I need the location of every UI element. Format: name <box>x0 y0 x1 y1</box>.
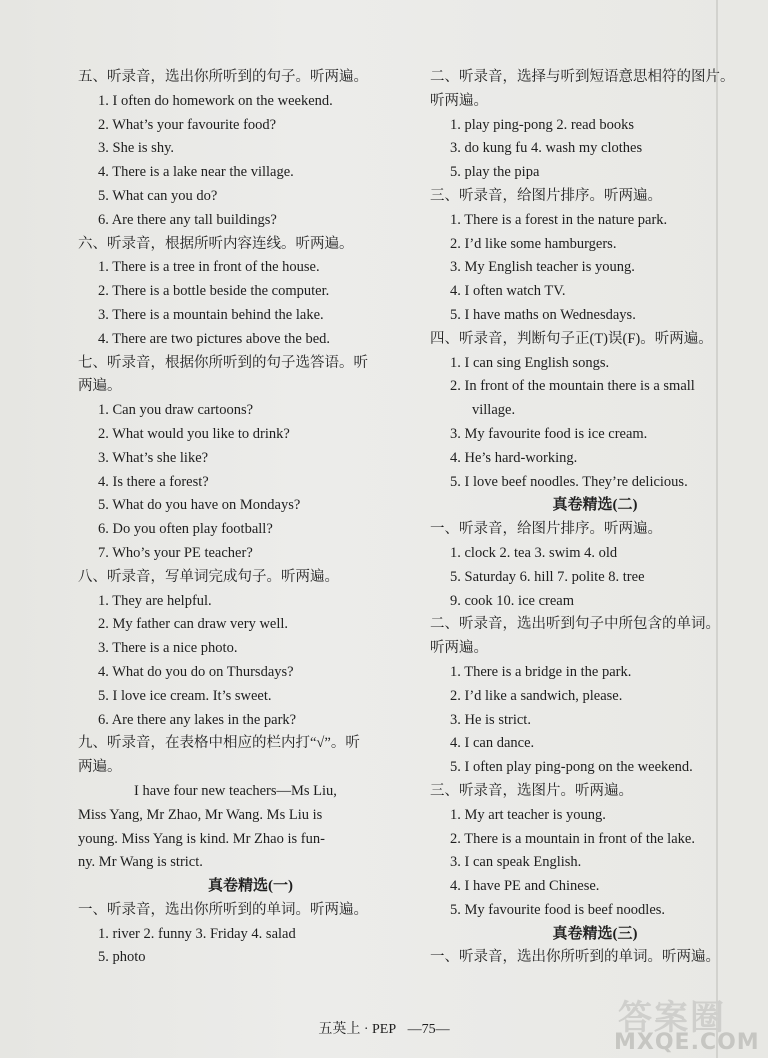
list-item: 5. Saturday 6. hill 7. polite 8. tree <box>450 568 645 585</box>
section-heading: 七、听录音，根据你所听到的句子选答语。听 <box>78 354 368 371</box>
list-item: 3. He is strict. <box>450 711 531 728</box>
list-item: 2. What’s your favourite food? <box>98 116 277 133</box>
list-item: 5. play the pipa <box>450 164 540 181</box>
footer-page-number: —75— <box>407 1022 450 1037</box>
section-heading: 五、听录音，选出你所听到的句子。听两遍。 <box>78 69 368 85</box>
text-line: 两遍。 <box>78 378 122 395</box>
list-item: 3. My English teacher is young. <box>450 259 635 276</box>
right-column <box>430 66 760 970</box>
list-item: 4. What do you do on Thursdays? <box>98 663 294 680</box>
list-item: 4. There is a lake near the village. <box>98 164 294 181</box>
list-item: 1. clock 2. tea 3. swim 4. old <box>450 544 618 561</box>
watermark-top-text: 答案圈 <box>618 998 726 1038</box>
section-heading: 四、听录音，判断句子正(T)误(F)。听两遍。 <box>430 330 713 347</box>
list-item: 2. There is a mountain in front of the lake. <box>450 830 695 847</box>
list-item: 1. There is a forest in the nature park. <box>450 211 668 228</box>
list-item: 1. They are helpful. <box>98 592 212 609</box>
list-item: 5. photo <box>98 949 146 966</box>
list-item: 3. There is a nice photo. <box>98 640 238 657</box>
list-item: 1. Can you draw cartoons? <box>98 402 254 419</box>
paragraph-line: I have four new teachers—Ms Liu, <box>134 782 337 799</box>
list-item: 1. I can sing English songs. <box>450 354 610 371</box>
list-item: 4. I can dance. <box>450 735 535 752</box>
list-item: 5. I love beef noodles. They’re delicious. <box>450 473 688 490</box>
section-heading: 三、听录音，给图片排序。听两遍。 <box>430 187 662 204</box>
list-item: 4. Is there a forest? <box>98 473 209 490</box>
section-title: 真卷精选(二) <box>552 497 638 514</box>
list-item: 3. My favourite food is ice cream. <box>450 425 648 442</box>
section-title: 真卷精选(三) <box>552 925 638 942</box>
text-line: Miss Yang, Mr Zhao, Mr Wang. Ms Liu is <box>78 806 323 823</box>
list-item: 2. There is a bottle beside the computer. <box>98 283 330 300</box>
section-heading: 一、听录音，选出你所听到的单词。听两遍。 <box>430 949 720 966</box>
list-item: 2. I’d like a sandwich, please. <box>450 687 623 704</box>
section-heading: 八、听录音，写单词完成句子。听两遍。 <box>78 568 339 585</box>
section-heading: 二、听录音，选出听到句子中所包含的单词。 <box>430 616 720 633</box>
list-item: 4. He’s hard-working. <box>450 449 578 466</box>
text-line: ny. Mr Wang is strict. <box>78 854 203 871</box>
list-item: 4. I have PE and Chinese. <box>450 878 600 895</box>
list-item: 5. I often play ping-pong on the weekend. <box>450 759 693 776</box>
list-item: 3. She is shy. <box>98 140 174 157</box>
section-heading: 一、听录音，给图片排序。听两遍。 <box>430 521 662 538</box>
list-item: 4. There are two pictures above the bed. <box>98 330 331 347</box>
list-item: 1. There is a bridge in the park. <box>450 663 632 680</box>
list-item: 1. river 2. funny 3. Friday 4. salad <box>98 925 296 942</box>
list-item: 5. What can you do? <box>98 187 218 204</box>
list-item: 9. cook 10. ice cream <box>450 592 575 609</box>
list-item: 6. Are there any tall buildings? <box>98 211 277 228</box>
list-item: 1. My art teacher is young. <box>450 806 606 823</box>
list-item: 1. I often do homework on the weekend. <box>98 92 333 109</box>
list-item: 2. What would you like to drink? <box>98 425 290 442</box>
section-heading: 六、听录音，根据所听内容连线。听两遍。 <box>78 235 354 252</box>
list-item: 3. There is a mountain behind the lake. <box>98 306 324 323</box>
list-item: 7. Who’s your PE teacher? <box>98 544 253 561</box>
list-item: 5. I have maths on Wednesdays. <box>450 306 636 323</box>
list-item: 2. In front of the mountain there is a small <box>450 378 695 395</box>
text-line: 听两遍。 <box>430 640 488 657</box>
watermark-bottom-text: MXQE.COM <box>614 1030 760 1055</box>
section-heading: 二、听录音，选择与听到短语意思相符的图片。 <box>430 69 735 85</box>
text-line: 听两遍。 <box>430 92 488 109</box>
list-item: 5. My favourite food is beef noodles. <box>450 901 666 918</box>
section-heading: 一、听录音，选出你所听到的单词。听两遍。 <box>78 901 368 918</box>
list-item: 1. play ping-pong 2. read books <box>450 116 635 133</box>
watermark-logo <box>608 990 760 1055</box>
list-item: 2. I’d like some hamburgers. <box>450 235 617 252</box>
text-line: 两遍。 <box>78 759 122 776</box>
text-line: village. <box>472 402 516 419</box>
footer-book-label: 五英上 · PEP <box>318 1022 397 1037</box>
list-item: 6. Do you often play football? <box>98 521 273 538</box>
list-item: 6. Are there any lakes in the park? <box>98 711 297 728</box>
left-column <box>78 66 423 970</box>
list-item: 5. What do you have on Mondays? <box>98 497 301 514</box>
list-item: 4. I often watch TV. <box>450 283 566 300</box>
list-item: 3. do kung fu 4. wash my clothes <box>450 140 643 157</box>
section-title: 真卷精选(一) <box>208 878 293 895</box>
section-heading: 九、听录音，在表格中相应的栏内打“√”。听 <box>78 735 360 752</box>
list-item: 3. I can speak English. <box>450 854 582 871</box>
list-item: 3. What’s she like? <box>98 449 209 466</box>
text-line: young. Miss Yang is kind. Mr Zhao is fun- <box>78 830 325 847</box>
section-heading: 三、听录音，选图片。听两遍。 <box>430 782 633 799</box>
list-item: 1. There is a tree in front of the house. <box>98 259 320 276</box>
list-item: 5. I love ice cream. It’s sweet. <box>98 687 272 704</box>
list-item: 2. My father can draw very well. <box>98 616 289 633</box>
